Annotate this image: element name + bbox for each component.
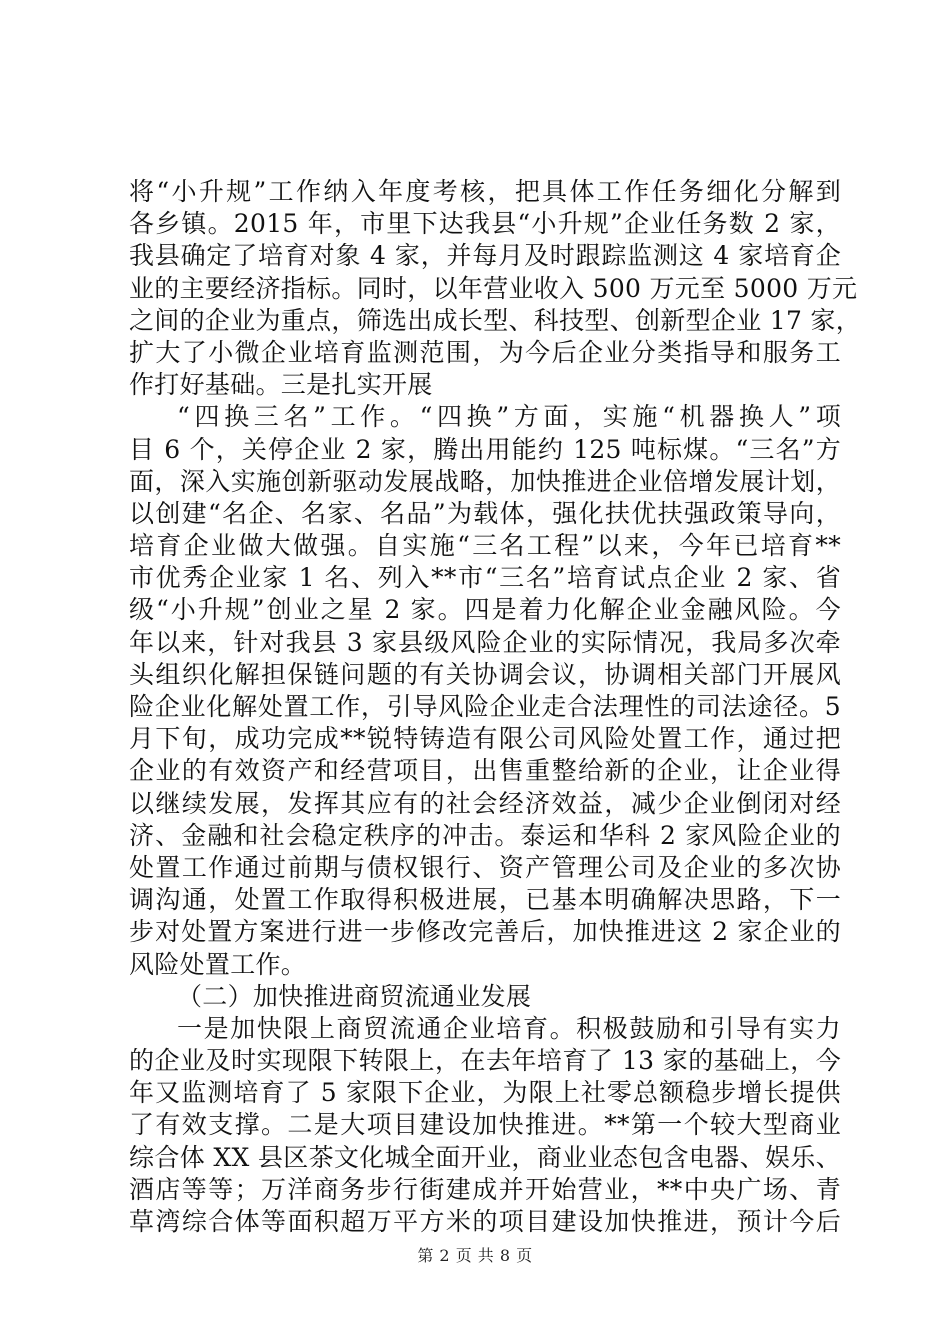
text-line: 扩大了小微企业培育监测范围，为今后企业分类指导和服务工 <box>129 337 841 367</box>
text-line: 面，深入实施创新驱动发展战略，加快推进企业倍增发展计划， <box>129 466 841 496</box>
text-line: 草湾综合体等面积超万平方米的项目建设加快推进，预计今后 <box>129 1207 841 1236</box>
text-line: 业的主要经济指标。同时，以年营业收入 500 万元至 5000 万元 <box>129 273 858 303</box>
text-line: 以继续发展，发挥其应有的社会经济效益，减少企业倒闭对经 <box>129 788 841 818</box>
text-line: 头组织化解担保链问题的有关协调会议，协调相关部门开展风 <box>129 659 841 689</box>
text-line: 综合体 XX 县区茶文化城全面开业，商业业态包含电器、娱乐、 <box>129 1142 841 1172</box>
text-line: 市优秀企业家 1 名、列入**市“三名”培育试点企业 2 家、省 <box>129 563 841 593</box>
text-line: 月下旬，成功完成**锐特铸造有限公司风险处置工作，通过把 <box>129 724 841 754</box>
text-line: 以创建“名企、名家、名品”为载体，强化扶优扶强政策导向， <box>129 498 841 528</box>
text-line: 我县确定了培育对象 4 家，并每月及时跟踪监测这 4 家培育企 <box>129 241 841 271</box>
text-line: 风险处置工作。 <box>129 949 307 979</box>
text-line: “四换三名”工作。“四换”方面，实施“机器换人”项 <box>177 402 841 432</box>
text-line: 各乡镇。2015 年，市里下达我县“小升规”企业任务数 2 家， <box>129 209 841 239</box>
text-line: 一是加快限上商贸流通企业培育。积极鼓励和引导有实力 <box>177 1013 841 1043</box>
text-line: 企业的有效资产和经营项目，出售重整给新的企业，让企业得 <box>129 756 841 786</box>
text-line: 的企业及时实现限下转限上，在去年培育了 13 家的基础上，今 <box>129 1046 841 1076</box>
text-line: 级“小升规”创业之星 2 家。四是着力化解企业金融风险。今 <box>129 595 841 625</box>
text-line: 年以来，针对我县 3 家县级风险企业的实际情况，我局多次牵 <box>129 627 841 657</box>
section-heading: （二）加快推进商贸流通业发展 <box>177 981 532 1011</box>
text-line: 酒店等等；万洋商务步行街建成并开始营业，**中央广场、青 <box>129 1174 841 1204</box>
page-number-footer: 第 2 页 共 8 页 <box>417 1246 533 1265</box>
text-line: 之间的企业为重点，筛选出成长型、科技型、创新型企业 17 家， <box>129 305 862 335</box>
text-line: 将“小升规”工作纳入年度考核，把具体工作任务细化分解到 <box>129 177 841 206</box>
text-line: 作打好基础。三是扎实开展 <box>129 370 433 400</box>
text-line: 处置工作通过前期与债权银行、资产管理公司及企业的多次协 <box>129 852 841 882</box>
text-line: 培育企业做大做强。自实施“三名工程”以来，今年已培育** <box>129 531 841 561</box>
text-line: 调沟通，处置工作取得积极进展，已基本明确解决思路，下一 <box>129 885 841 915</box>
document-body <box>129 176 862 1238</box>
text-line: 了有效支撑。二是大项目建设加快推进。**第一个较大型商业 <box>129 1110 841 1140</box>
text-line: 险企业化解处置工作，引导风险企业走合法理性的司法途径。5 <box>129 692 841 721</box>
text-line: 年又监测培育了 5 家限下企业，为限上社零总额稳步增长提供 <box>129 1078 841 1108</box>
text-line: 步对处置方案进行进一步修改完善后，加快推进这 2 家企业的 <box>129 917 841 947</box>
text-line: 济、金融和社会稳定秩序的冲击。泰运和华科 2 家风险企业的 <box>129 820 841 850</box>
text-line: 目 6 个，关停企业 2 家，腾出用能约 125 吨标煤。“三名”方 <box>129 434 841 464</box>
